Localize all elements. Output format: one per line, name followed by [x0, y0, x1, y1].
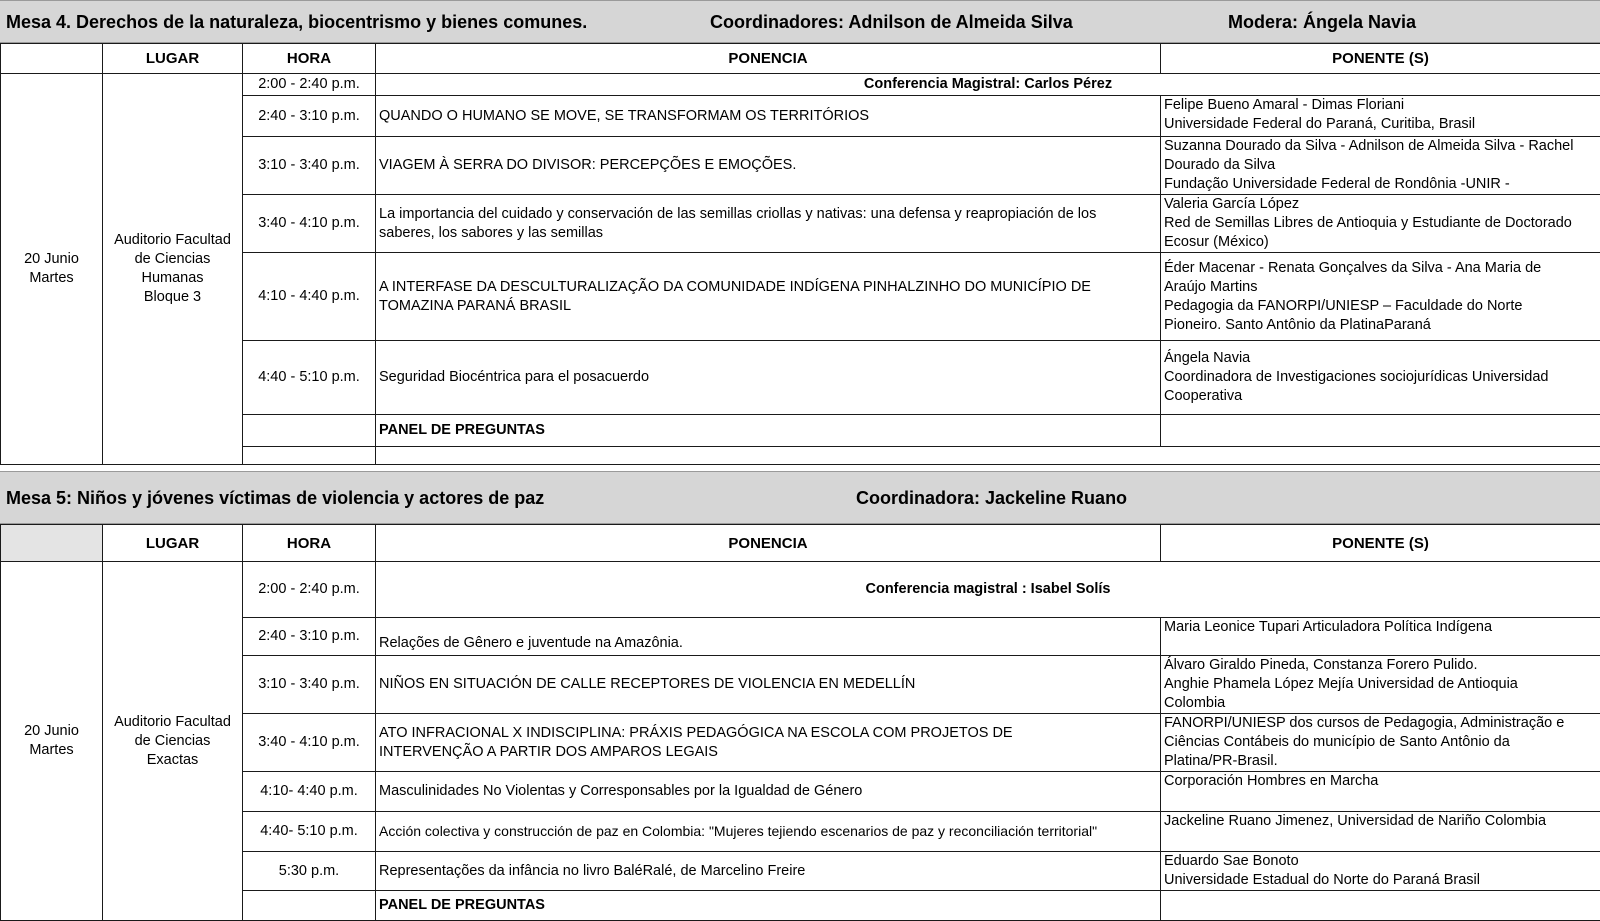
mesa4-date-day: 20 Junio	[4, 250, 99, 269]
mesa4-row-time: 3:40 - 4:10 p.m.	[243, 195, 376, 253]
mesa4-title-band	[0, 0, 1600, 43]
mesa5-coordinator: Coordinadora: Jackeline Ruano	[856, 489, 1127, 507]
mesa5-talk-line: Acción colectiva y construcción de paz en Colombia: "Mujeres tejiendo escenarios de paz y reconciliación territorial"	[379, 822, 1157, 841]
mesa4-row-talk	[376, 137, 1161, 195]
mesa4-speaker-line: Coordinadora de Investigaciones sociojurídicas Universidad	[1164, 368, 1597, 387]
mesa4-date-cell	[1, 74, 103, 465]
mesa5-header-ponencia: PONENCIA	[376, 525, 1161, 562]
mesa5-talk-line: ATO INFRACIONAL X INDISCIPLINA: PRÁXIS PEDAGÓGICA NA ESCOLA COM PROJETOS DE	[379, 724, 1157, 743]
mesa5-row-talk	[376, 772, 1161, 812]
mesa5-panel-time	[243, 891, 376, 921]
mesa4-speaker-line: Valeria García López	[1164, 195, 1597, 214]
mesa4-table	[0, 43, 1600, 465]
mesa4-row-talk	[376, 341, 1161, 415]
mesa4-moderator: Modera: Ángela Navia	[1228, 13, 1416, 31]
mesa5-speaker-line: Jackeline Ruano Jimenez, Universidad de Nariño Colombia	[1164, 812, 1597, 831]
mesa4-date-weekday: Martes	[4, 269, 99, 288]
mesa4-row-speakers	[1161, 341, 1600, 415]
mesa4-row-speakers	[1161, 195, 1600, 253]
mesa5-talk-line: NIÑOS EN SITUACIÓN DE CALLE RECEPTORES DE VIOLENCIA EN MEDELLÍN	[379, 675, 1157, 694]
mesa5-place-cell	[103, 562, 243, 921]
mesa5-speaker-line: Anghie Phamela López Mejía Universidad de Antioquia	[1164, 675, 1597, 694]
mesa4-header-lugar: LUGAR	[103, 44, 243, 74]
mesa4-speaker-line: Araújo Martins	[1164, 278, 1597, 297]
mesa4-place-line: Humanas	[106, 269, 239, 288]
mesa5-keynote-row	[1, 562, 1600, 618]
mesa5-row-time: 2:40 - 3:10 p.m.	[243, 618, 376, 656]
mesa4-header-ponente: PONENTE (S)	[1161, 44, 1600, 74]
mesa4-header-row	[1, 44, 1600, 74]
mesa5-speaker-line: Colombia	[1164, 694, 1597, 713]
mesa5-keynote-time: 2:00 - 2:40 p.m.	[243, 562, 376, 618]
mesa4-row-time: 2:40 - 3:10 p.m.	[243, 96, 376, 137]
mesa5-table	[0, 524, 1600, 921]
mesa4-speaker-line: Ecosur (México)	[1164, 233, 1597, 252]
mesa4-header-ponencia: PONENCIA	[376, 44, 1161, 74]
mesa4-row-speakers	[1161, 253, 1600, 341]
mesa5-header-ponente: PONENTE (S)	[1161, 525, 1600, 562]
mesa4-empty-cell	[376, 447, 1600, 465]
mesa4-talk-line: Seguridad Biocéntrica para el posacuerdo	[379, 368, 1157, 387]
mesa5-row-time: 5:30 p.m.	[243, 852, 376, 891]
mesa4-speaker-line: Pedagogia da FANORPI/UNIESP – Faculdade do Norte	[1164, 297, 1597, 316]
mesa5-speaker-line: Universidade Estadual do Norte do Paraná Brasil	[1164, 871, 1597, 890]
mesa5-row-time: 4:10- 4:40 p.m.	[243, 772, 376, 812]
mesa5-panel-label: PANEL DE PREGUNTAS	[376, 891, 1161, 921]
mesa4-row-time: 4:40 - 5:10 p.m.	[243, 341, 376, 415]
mesa4-talk-line: VIAGEM À SERRA DO DIVISOR: PERCEPÇÕES E EMOÇÕES.	[379, 156, 1157, 175]
mesa4-panel-time	[243, 415, 376, 447]
mesa5-place-line: Auditorio Facultad	[106, 713, 239, 732]
mesa5-row-time: 3:40 - 4:10 p.m.	[243, 714, 376, 772]
mesa5-row-speakers	[1161, 714, 1600, 772]
mesa5-header-lugar: LUGAR	[103, 525, 243, 562]
mesa5-title: Mesa 5: Niños y jóvenes víctimas de violencia y actores de paz	[6, 489, 544, 507]
mesa5-talk-line: Masculinidades No Violentas y Corresponsables por la Igualdad de Género	[379, 782, 1157, 801]
mesa4-speaker-line: Pioneiro. Santo Antônio da PlatinaParaná	[1164, 316, 1597, 335]
mesa4-row-talk	[376, 195, 1161, 253]
mesa4-speaker-line: Universidade Federal do Paraná, Curitiba, Brasil	[1164, 115, 1597, 134]
mesa4-place-line: Auditorio Facultad	[106, 231, 239, 250]
mesa5-row-time: 3:10 - 3:40 p.m.	[243, 656, 376, 714]
mesa5-row-talk	[376, 852, 1161, 891]
mesa5-row-speakers	[1161, 618, 1600, 656]
mesa5-row-speakers	[1161, 656, 1600, 714]
mesa5-row-talk	[376, 618, 1161, 656]
mesa5-talk-line: Relações de Gênero e juventude na Amazônia.	[379, 634, 1157, 653]
mesa4-talk-line: La importancia del cuidado y conservación de las semillas criollas y nativas: una defensa y reapropiación de los	[379, 205, 1157, 224]
mesa4-row-time: 3:10 - 3:40 p.m.	[243, 137, 376, 195]
mesa4-panel-label: PANEL DE PREGUNTAS	[376, 415, 1161, 447]
mesa4-talk-line: TOMAZINA PARANÁ BRASIL	[379, 297, 1157, 316]
mesa4-speaker-line: Dourado da Silva	[1164, 156, 1597, 175]
mesa5-date-cell	[1, 562, 103, 921]
mesa5-header-row	[1, 525, 1600, 562]
mesa5-row-speakers	[1161, 852, 1600, 891]
mesa4-speaker-line: Fundação Universidade Federal de Rondônia -UNIR -	[1164, 175, 1597, 194]
mesa4-speaker-line: Suzanna Dourado da Silva - Adnilson de Almeida Silva - Rachel	[1164, 137, 1597, 156]
mesa4-talk-line: QUANDO O HUMANO SE MOVE, SE TRANSFORMAM OS TERRITÓRIOS	[379, 107, 1157, 126]
mesa5-talk-line: INTERVENÇÃO A PARTIR DOS AMPAROS LEGAIS	[379, 743, 1157, 762]
mesa4-row-speakers	[1161, 96, 1600, 137]
mesa4-row-speakers	[1161, 137, 1600, 195]
mesa5-date-day: 20 Junio	[4, 722, 99, 741]
mesa5-speaker-line: Eduardo Sae Bonoto	[1164, 852, 1597, 871]
mesa5-row-speakers	[1161, 772, 1600, 812]
mesa5-place-line: de Ciencias	[106, 732, 239, 751]
mesa5-keynote-text: Conferencia magistral : Isabel Solís	[376, 562, 1600, 618]
mesa4-speaker-line: Éder Macenar - Renata Gonçalves da Silva - Ana Maria de	[1164, 259, 1597, 278]
mesa4-speaker-line: Cooperativa	[1164, 387, 1597, 406]
mesa4-speaker-line: Ángela Navia	[1164, 349, 1597, 368]
mesa5-talk-line: Representações da infância no livro BaléRalé, de Marcelino Freire	[379, 862, 1157, 881]
mesa5-header-blank	[1, 525, 103, 562]
mesa5-row-talk	[376, 812, 1161, 852]
mesa5-row-talk	[376, 714, 1161, 772]
mesa4-row-time: 4:10 - 4:40 p.m.	[243, 253, 376, 341]
mesa4-title: Mesa 4. Derechos de la naturaleza, biocentrismo y bienes comunes.	[6, 13, 587, 31]
mesa4-place-cell	[103, 74, 243, 465]
mesa4-talk-line: A INTERFASE DA DESCULTURALIZAÇÃO DA COMUNIDADE INDÍGENA PINHALZINHO DO MUNICÍPIO DE	[379, 278, 1157, 297]
mesa5-speaker-line: Corporación Hombres en Marcha	[1164, 772, 1597, 791]
mesa4-panel-speakers	[1161, 415, 1600, 447]
mesa5-speaker-line: FANORPI/UNIESP dos cursos de Pedagogia, Administração e	[1164, 714, 1597, 733]
mesa4-talk-line: saberes, los sabores y las semillas	[379, 224, 1157, 243]
mesa5-date-weekday: Martes	[4, 741, 99, 760]
mesa5-speaker-line: Platina/PR-Brasil.	[1164, 752, 1597, 771]
mesa4-speaker-line: Felipe Bueno Amaral - Dimas Floriani	[1164, 96, 1597, 115]
mesa5-row-talk	[376, 656, 1161, 714]
mesa5-row-time: 4:40- 5:10 p.m.	[243, 812, 376, 852]
mesa5-speaker-line: Ciências Contábeis do município de Santo Antônio da	[1164, 733, 1597, 752]
mesa4-place-line: de Ciencias	[106, 250, 239, 269]
mesa4-row-talk	[376, 96, 1161, 137]
mesa5-place-line: Exactas	[106, 751, 239, 770]
mesa5-speaker-line: Álvaro Giraldo Pineda, Constanza Forero Pulido.	[1164, 656, 1597, 675]
mesa5-speaker-line: Maria Leonice Tupari Articuladora Política Indígena	[1164, 618, 1597, 637]
mesa4-header-blank	[1, 44, 103, 74]
mesa4-row-talk	[376, 253, 1161, 341]
mesa4-keynote-text: Conferencia Magistral: Carlos Pérez	[376, 74, 1600, 96]
mesa4-keynote-time: 2:00 - 2:40 p.m.	[243, 74, 376, 96]
mesa4-empty-cell	[243, 447, 376, 465]
mesa4-speaker-line: Red de Semillas Libres de Antioquia y Estudiante de Doctorado	[1164, 214, 1597, 233]
mesa5-row-speakers	[1161, 812, 1600, 852]
mesa4-place-line: Bloque 3	[106, 288, 239, 307]
mesa4-coordinators: Coordinadores: Adnilson de Almeida Silva	[710, 13, 1073, 31]
mesa5-panel-speakers	[1161, 891, 1600, 921]
mesa4-header-hora: HORA	[243, 44, 376, 74]
mesa4-keynote-row	[1, 74, 1600, 96]
mesa5-title-band	[0, 471, 1600, 524]
mesa5-header-hora: HORA	[243, 525, 376, 562]
